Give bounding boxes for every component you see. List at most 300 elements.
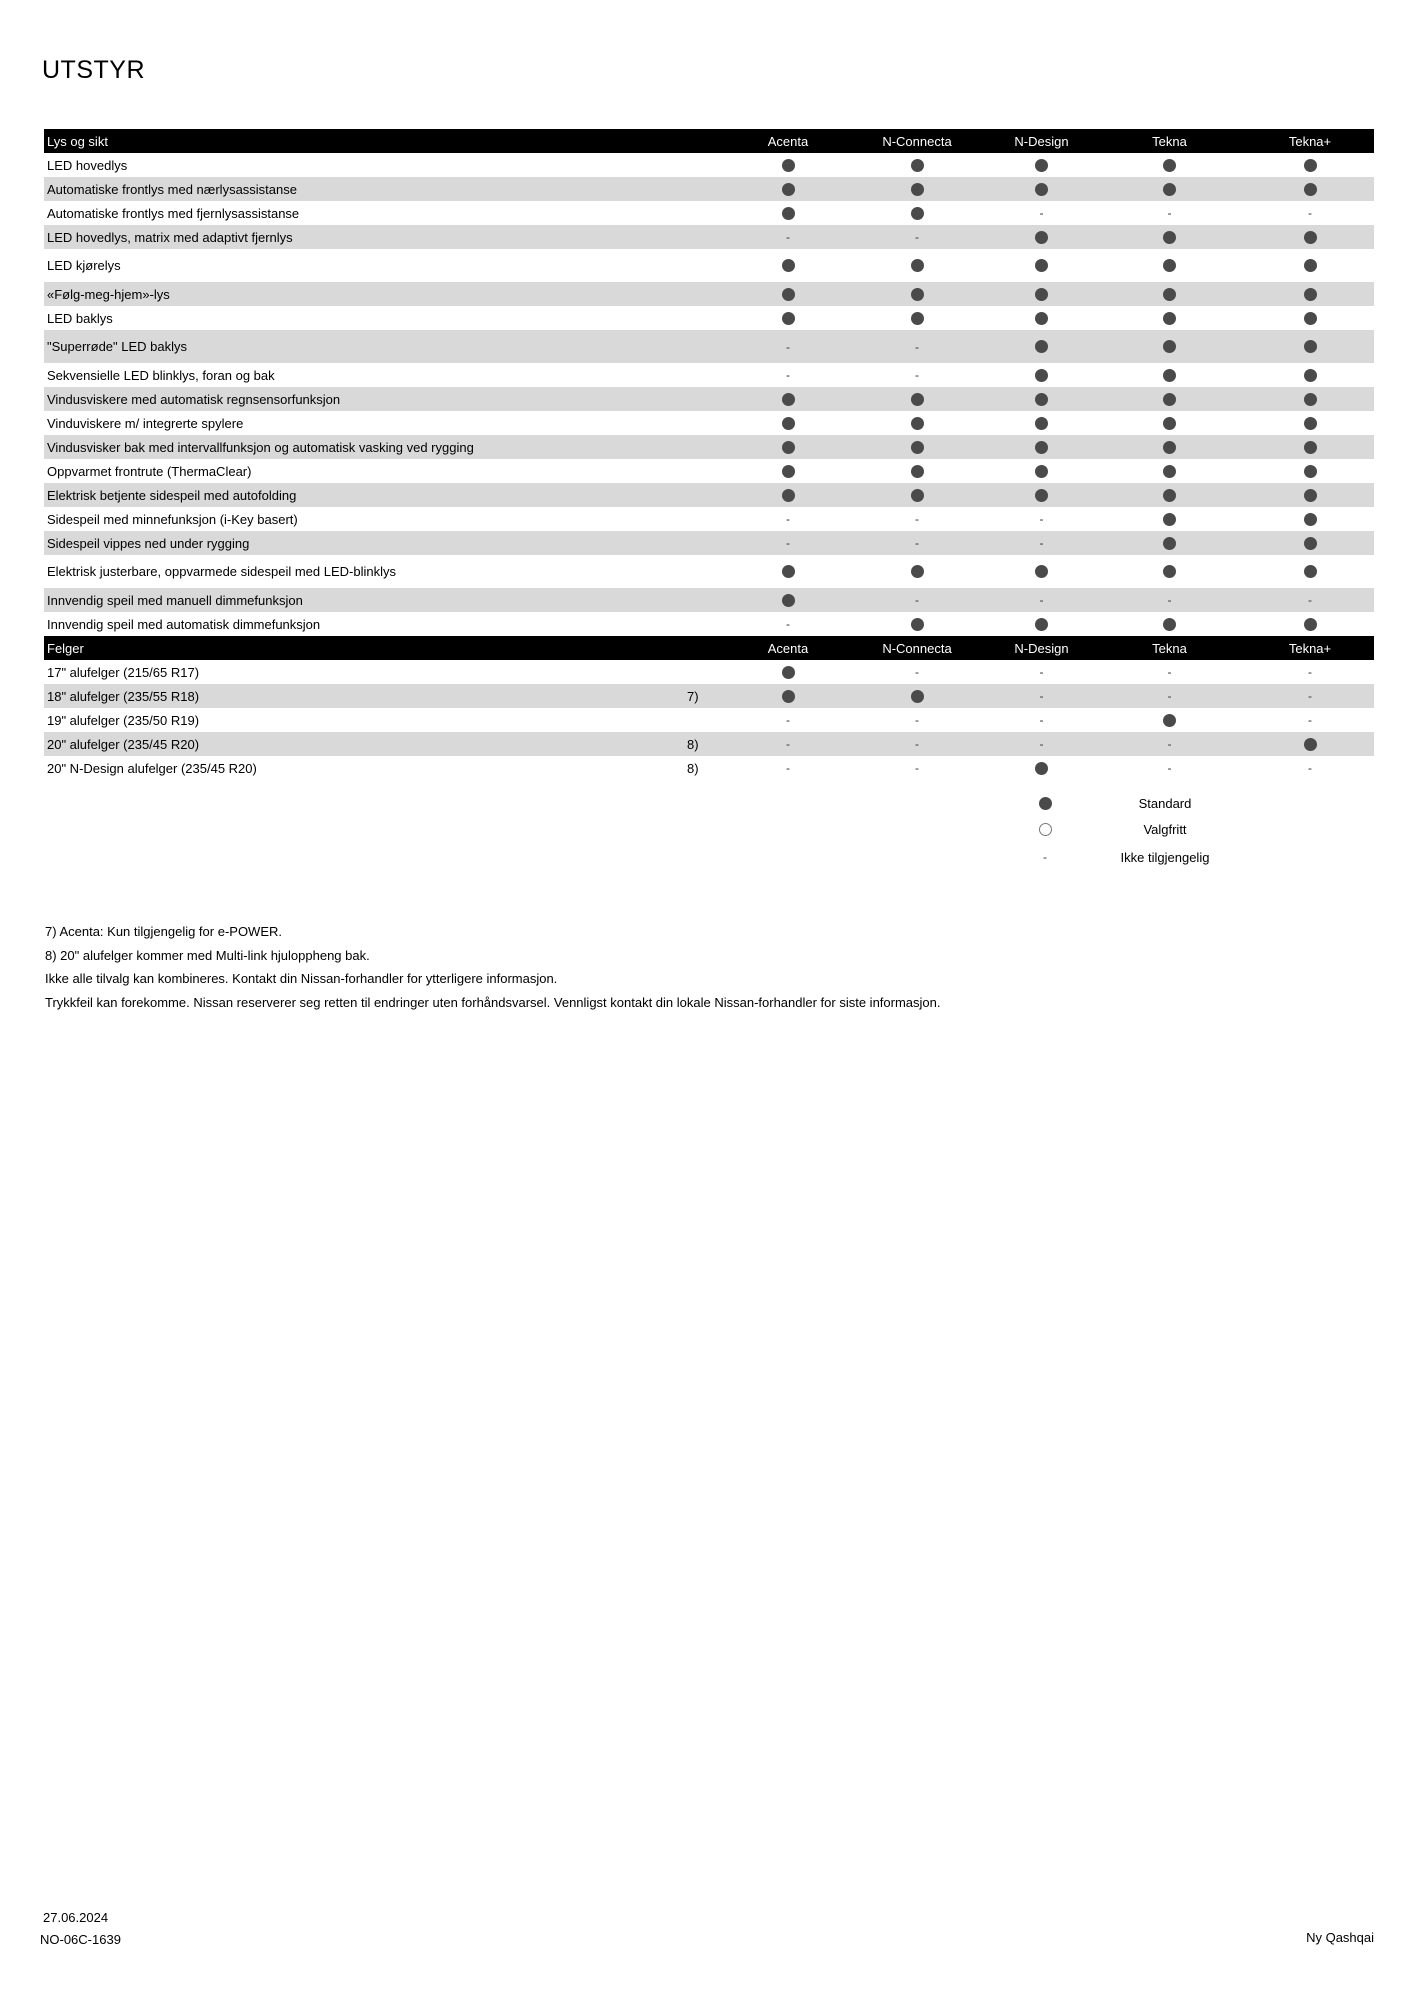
- dot-filled-icon: [1035, 340, 1048, 353]
- availability-cell: [1093, 761, 1246, 775]
- dash-icon: -: [786, 617, 790, 631]
- availability-cell: [732, 465, 844, 478]
- feature-label: 20" alufelger (235/45 R20): [47, 736, 200, 752]
- dot-filled-icon: [1163, 159, 1176, 172]
- availability-cell: [1093, 441, 1246, 454]
- availability-cell: [1246, 513, 1374, 526]
- availability-cell: [1246, 489, 1374, 502]
- table-row: [44, 411, 1374, 435]
- availability-cell: [990, 489, 1093, 502]
- dot-filled-icon: [911, 690, 924, 703]
- dot-filled-icon: [782, 393, 795, 406]
- dot-filled-icon: [1163, 537, 1176, 550]
- feature-label: Vinduviskere m/ integrerte spylere: [47, 415, 244, 431]
- feature-label: Sekvensielle LED blinklys, foran og bak: [47, 367, 275, 383]
- dot-filled-icon: [1035, 762, 1048, 775]
- dot-filled-icon: [1035, 369, 1048, 382]
- availability-cell: [990, 565, 1093, 578]
- equipment-table: [44, 129, 1374, 780]
- dot-filled-icon: [782, 489, 795, 502]
- availability-cell: [1093, 231, 1246, 244]
- availability-cell: [1246, 393, 1374, 406]
- availability-cell: [1246, 231, 1374, 244]
- availability-cell: [732, 340, 844, 354]
- availability-cell: [732, 259, 844, 272]
- dash-icon: -: [915, 339, 919, 354]
- availability-cell: [1093, 312, 1246, 325]
- availability-cell: [732, 617, 844, 631]
- dot-filled-icon: [1304, 183, 1317, 196]
- dash-icon: -: [786, 230, 790, 244]
- legend-optional-label: Valgfritt: [1143, 821, 1187, 837]
- dot-filled-icon: [1035, 312, 1048, 325]
- dot-filled-icon: [1304, 393, 1317, 406]
- availability-cell: [1246, 618, 1374, 631]
- availability-cell: [1246, 312, 1374, 325]
- dash-icon: -: [1039, 665, 1044, 679]
- section-title: Felger: [47, 640, 84, 656]
- dot-filled-icon: [782, 565, 795, 578]
- legend: [1000, 790, 1240, 872]
- dot-filled-icon: [911, 207, 924, 220]
- dot-filled-icon: [782, 312, 795, 325]
- dot-filled-icon: [911, 183, 924, 196]
- dot-filled-icon: [1163, 340, 1176, 353]
- availability-cell: [844, 618, 990, 631]
- table-row: [44, 588, 1374, 612]
- column-header: N-Connecta: [882, 640, 952, 656]
- dot-filled-icon: [782, 259, 795, 272]
- availability-cell: [990, 159, 1093, 172]
- availability-cell: [1246, 565, 1374, 578]
- footnotes: [45, 920, 940, 1014]
- feature-label: LED hovedlys: [47, 157, 128, 173]
- legend-not-available-label: Ikke tilgjengelig: [1120, 849, 1210, 865]
- availability-cell: [1246, 761, 1374, 775]
- dot-filled-icon: [782, 666, 795, 679]
- availability-cell: [732, 159, 844, 172]
- availability-cell: [732, 368, 844, 382]
- availability-cell: [990, 312, 1093, 325]
- legend-standard: [1000, 790, 1240, 816]
- feature-label: Automatiske frontlys med fjernlysassistanse: [47, 205, 300, 221]
- dash-icon: -: [786, 737, 790, 751]
- availability-cell: [1093, 565, 1246, 578]
- availability-cell: [732, 183, 844, 196]
- footnote-ref: 7): [687, 688, 699, 704]
- dot-filled-icon: [1304, 441, 1317, 454]
- dot-filled-icon: [1163, 465, 1176, 478]
- availability-cell: [732, 666, 844, 679]
- dash-icon: -: [1039, 713, 1044, 727]
- legend-standard-label: Standard: [1138, 795, 1192, 811]
- dash-icon: -: [786, 339, 790, 354]
- dash-icon: -: [915, 230, 919, 244]
- dot-filled-icon: [1304, 231, 1317, 244]
- dot-outline-icon: [1039, 823, 1052, 836]
- dot-filled-icon: [1163, 417, 1176, 430]
- availability-cell: [1246, 288, 1374, 301]
- availability-cell: [732, 536, 844, 550]
- availability-cell: [732, 489, 844, 502]
- dot-filled-icon: [782, 417, 795, 430]
- availability-cell: [990, 417, 1093, 430]
- dash-icon: -: [786, 761, 790, 775]
- dot-filled-icon: [1035, 183, 1048, 196]
- availability-cell: [1093, 393, 1246, 406]
- dash-icon: -: [1043, 850, 1047, 864]
- availability-cell: [1246, 593, 1374, 607]
- availability-cell: [990, 206, 1093, 220]
- availability-cell: [1246, 537, 1374, 550]
- availability-cell: [990, 689, 1093, 703]
- availability-cell: [990, 618, 1093, 631]
- footer-code: NO-06C-1639: [40, 1932, 121, 1947]
- footnote: 8) 20" alufelger kommer med Multi-link hjuloppheng bak.: [45, 947, 370, 963]
- dot-filled-icon: [1163, 369, 1176, 382]
- feature-label: «Følg-meg-hjem»-lys: [47, 286, 170, 302]
- dot-filled-icon: [782, 159, 795, 172]
- dash-icon: -: [1039, 689, 1044, 703]
- feature-label: LED hovedlys, matrix med adaptivt fjernlys: [47, 229, 293, 245]
- dot-filled-icon: [1163, 393, 1176, 406]
- availability-cell: [1246, 713, 1374, 727]
- dot-filled-icon: [1035, 231, 1048, 244]
- dot-filled-icon: [911, 312, 924, 325]
- dot-filled-icon: [1304, 565, 1317, 578]
- dash-icon: -: [786, 368, 790, 382]
- feature-label: Elektrisk justerbare, oppvarmede sidespeil med LED-blinklys: [47, 564, 396, 579]
- availability-cell: [844, 340, 990, 354]
- dash-icon: -: [1308, 593, 1312, 607]
- table-row: [44, 708, 1374, 732]
- dot-filled-icon: [1304, 417, 1317, 430]
- column-header: N-Design: [1014, 640, 1069, 656]
- availability-cell: [1246, 417, 1374, 430]
- footnote-ref: 8): [687, 736, 699, 752]
- availability-cell: [1093, 417, 1246, 430]
- availability-cell: [732, 690, 844, 703]
- availability-cell: [990, 393, 1093, 406]
- column-header: N-Design: [1014, 133, 1069, 149]
- legend-not-available: [1000, 842, 1240, 872]
- table-row: [44, 483, 1374, 507]
- availability-cell: [1093, 665, 1246, 679]
- availability-cell: [844, 465, 990, 478]
- dot-filled-icon: [1163, 489, 1176, 502]
- availability-cell: [732, 713, 844, 727]
- availability-cell: [732, 312, 844, 325]
- availability-cell: [1093, 689, 1246, 703]
- feature-label: 18" alufelger (235/55 R18): [47, 688, 200, 704]
- section-header: [44, 636, 1374, 660]
- dot-filled-icon: [911, 618, 924, 631]
- dash-icon: -: [1308, 689, 1312, 703]
- footnote: Trykkfeil kan forekomme. Nissan reserverer seg retten til endringer uten forhåndsvarsel. Vennligst kontakt din lokale Nissan-forhandler for siste informasjon.: [45, 994, 941, 1010]
- availability-cell: [844, 489, 990, 502]
- availability-cell: [844, 565, 990, 578]
- dot-filled-icon: [911, 393, 924, 406]
- dot-filled-icon: [1304, 312, 1317, 325]
- feature-label: LED kjørelys: [47, 258, 121, 273]
- dot-filled-icon: [911, 417, 924, 430]
- availability-cell: [844, 665, 990, 679]
- availability-cell: [844, 417, 990, 430]
- dash-icon: -: [1039, 593, 1044, 607]
- column-header: Acenta: [767, 640, 809, 656]
- column-header: Tekna+: [1288, 640, 1332, 656]
- availability-cell: [844, 512, 990, 526]
- availability-cell: [732, 565, 844, 578]
- dot-filled-icon: [782, 594, 795, 607]
- availability-cell: [732, 230, 844, 244]
- dot-filled-icon: [1163, 312, 1176, 325]
- availability-cell: [1246, 206, 1374, 220]
- dash-icon: -: [1167, 206, 1172, 220]
- dot-filled-icon: [1163, 513, 1176, 526]
- column-header: Acenta: [767, 133, 809, 149]
- availability-cell: [844, 393, 990, 406]
- dot-filled-icon: [782, 288, 795, 301]
- dot-filled-icon: [1163, 259, 1176, 272]
- availability-cell: [1093, 206, 1246, 220]
- dot-filled-icon: [1039, 797, 1052, 810]
- footnote: 7) Acenta: Kun tilgjengelig for e-POWER.: [45, 924, 283, 939]
- availability-cell: [732, 761, 844, 775]
- table-row: [44, 435, 1374, 459]
- availability-cell: [1093, 159, 1246, 172]
- feature-label: Sidespeil vippes ned under rygging: [47, 535, 250, 551]
- availability-cell: [1246, 689, 1374, 703]
- dot-filled-icon: [1035, 259, 1048, 272]
- dash-icon: -: [1308, 713, 1312, 727]
- dot-filled-icon: [1304, 288, 1317, 301]
- dash-icon: -: [1167, 593, 1172, 607]
- availability-cell: [1093, 340, 1246, 353]
- dash-icon: -: [1039, 536, 1044, 550]
- dot-filled-icon: [1035, 393, 1048, 406]
- feature-label: Vindusvisker bak med intervallfunksjon og automatisk vasking ved rygging: [47, 439, 474, 455]
- feature-label: LED baklys: [47, 310, 113, 326]
- availability-cell: [844, 159, 990, 172]
- dash-icon: -: [1308, 206, 1312, 220]
- table-row: [44, 282, 1374, 306]
- availability-cell: [990, 288, 1093, 301]
- dot-filled-icon: [1304, 513, 1317, 526]
- section-title: Lys og sikt: [47, 133, 108, 149]
- dash-icon: -: [915, 761, 919, 775]
- table-row: [44, 153, 1374, 177]
- availability-cell: [1246, 738, 1374, 751]
- dot-filled-icon: [911, 441, 924, 454]
- availability-cell: [844, 368, 990, 382]
- availability-cell: [844, 230, 990, 244]
- availability-cell: [990, 593, 1093, 607]
- availability-cell: [732, 393, 844, 406]
- availability-cell: [844, 288, 990, 301]
- dot-filled-icon: [782, 465, 795, 478]
- dash-icon: -: [786, 536, 790, 550]
- availability-cell: [990, 183, 1093, 196]
- footnote: Ikke alle tilvalg kan kombineres. Kontakt din Nissan-forhandler for ytterligere informasjon.: [45, 971, 558, 986]
- section-header: [44, 129, 1374, 153]
- dash-icon: -: [915, 713, 919, 727]
- availability-cell: [1246, 259, 1374, 272]
- dot-filled-icon: [1035, 489, 1048, 502]
- availability-cell: [844, 737, 990, 751]
- column-header: Tekna+: [1288, 133, 1332, 149]
- footer-model: Ny Qashqai: [1306, 1930, 1374, 1945]
- availability-cell: [1093, 259, 1246, 272]
- dot-filled-icon: [911, 159, 924, 172]
- availability-cell: [1246, 159, 1374, 172]
- dot-filled-icon: [1304, 259, 1317, 272]
- table-row: [44, 660, 1374, 684]
- dash-icon: -: [915, 737, 919, 751]
- dot-filled-icon: [1163, 231, 1176, 244]
- dot-filled-icon: [782, 207, 795, 220]
- availability-cell: [732, 288, 844, 301]
- availability-cell: [990, 512, 1093, 526]
- availability-cell: [1246, 665, 1374, 679]
- dash-icon: -: [915, 368, 919, 382]
- column-header: N-Connecta: [882, 133, 952, 149]
- dot-filled-icon: [782, 441, 795, 454]
- dot-filled-icon: [1163, 565, 1176, 578]
- dot-filled-icon: [1035, 465, 1048, 478]
- table-row: [44, 732, 1374, 756]
- availability-cell: [844, 761, 990, 775]
- dot-filled-icon: [782, 183, 795, 196]
- dash-icon: -: [915, 593, 919, 607]
- feature-label: Elektrisk betjente sidespeil med autofolding: [47, 487, 297, 503]
- availability-cell: [732, 207, 844, 220]
- table-row: [44, 363, 1374, 387]
- table-row: [44, 684, 1374, 708]
- availability-cell: [990, 713, 1093, 727]
- dash-icon: -: [915, 536, 919, 550]
- dot-filled-icon: [1163, 441, 1176, 454]
- dot-filled-icon: [1304, 618, 1317, 631]
- availability-cell: [990, 665, 1093, 679]
- feature-label: 17" alufelger (215/65 R17): [47, 664, 200, 680]
- feature-label: Vindusviskere med automatisk regnsensorfunksjon: [47, 391, 341, 407]
- feature-label: Automatiske frontlys med nærlysassistanse: [47, 181, 297, 197]
- availability-cell: [990, 340, 1093, 353]
- availability-cell: [844, 713, 990, 727]
- dot-filled-icon: [1304, 369, 1317, 382]
- column-header: Tekna: [1152, 133, 1187, 149]
- table-row: [44, 507, 1374, 531]
- dash-icon: -: [1039, 512, 1044, 526]
- dot-filled-icon: [911, 465, 924, 478]
- dot-filled-icon: [1035, 159, 1048, 172]
- availability-cell: [844, 441, 990, 454]
- dash-icon: -: [915, 665, 919, 679]
- dot-filled-icon: [1035, 565, 1048, 578]
- table-row: [44, 330, 1374, 363]
- dot-filled-icon: [1035, 288, 1048, 301]
- dash-icon: -: [915, 512, 919, 526]
- dash-icon: -: [1039, 737, 1044, 751]
- dot-filled-icon: [1304, 340, 1317, 353]
- availability-cell: [732, 512, 844, 526]
- availability-cell: [1093, 288, 1246, 301]
- feature-label: Sidespeil med minnefunksjon (i-Key basert): [47, 511, 298, 527]
- availability-cell: [1093, 489, 1246, 502]
- availability-cell: [844, 536, 990, 550]
- table-row: [44, 555, 1374, 588]
- dot-filled-icon: [911, 288, 924, 301]
- availability-cell: [990, 369, 1093, 382]
- availability-cell: [1246, 340, 1374, 353]
- table-row: [44, 177, 1374, 201]
- column-header: Tekna: [1152, 640, 1187, 656]
- dash-icon: -: [1167, 665, 1172, 679]
- dot-filled-icon: [1304, 489, 1317, 502]
- dash-icon: -: [786, 512, 790, 526]
- availability-cell: [1093, 537, 1246, 550]
- dash-icon: -: [1167, 689, 1172, 703]
- availability-cell: [844, 593, 990, 607]
- availability-cell: [990, 465, 1093, 478]
- feature-label: 19" alufelger (235/50 R19): [47, 712, 200, 728]
- availability-cell: [732, 417, 844, 430]
- dot-filled-icon: [1163, 288, 1176, 301]
- dot-filled-icon: [911, 565, 924, 578]
- availability-cell: [1093, 513, 1246, 526]
- dot-filled-icon: [1163, 183, 1176, 196]
- availability-cell: [732, 441, 844, 454]
- availability-cell: [990, 536, 1093, 550]
- legend-optional: [1000, 816, 1240, 842]
- feature-label: 20" N-Design alufelger (235/45 R20): [47, 760, 257, 776]
- availability-cell: [990, 762, 1093, 775]
- footer-date: 27.06.2024: [43, 1910, 109, 1925]
- table-row: [44, 249, 1374, 282]
- table-row: [44, 612, 1374, 636]
- availability-cell: [1093, 369, 1246, 382]
- table-row: [44, 306, 1374, 330]
- availability-cell: [990, 737, 1093, 751]
- availability-cell: [1246, 369, 1374, 382]
- table-row: [44, 387, 1374, 411]
- dot-filled-icon: [1304, 159, 1317, 172]
- availability-cell: [1246, 441, 1374, 454]
- dot-filled-icon: [1304, 537, 1317, 550]
- availability-cell: [732, 737, 844, 751]
- dot-filled-icon: [782, 690, 795, 703]
- feature-label: "Superrøde" LED baklys: [47, 339, 188, 354]
- dash-icon: -: [1308, 665, 1312, 679]
- dot-filled-icon: [911, 259, 924, 272]
- table-row: [44, 531, 1374, 555]
- dot-filled-icon: [911, 489, 924, 502]
- feature-label: Innvendig speil med automatisk dimmefunksjon: [47, 616, 321, 632]
- dot-filled-icon: [1035, 417, 1048, 430]
- availability-cell: [1093, 714, 1246, 727]
- dash-icon: -: [1308, 761, 1312, 775]
- dot-filled-icon: [1035, 441, 1048, 454]
- dot-filled-icon: [1163, 618, 1176, 631]
- dot-filled-icon: [1304, 465, 1317, 478]
- feature-label: Oppvarmet frontrute (ThermaClear): [47, 463, 252, 479]
- availability-cell: [990, 259, 1093, 272]
- dash-icon: -: [1167, 761, 1172, 775]
- footnote-ref: 8): [687, 760, 699, 776]
- table-row: [44, 201, 1374, 225]
- availability-cell: [844, 207, 990, 220]
